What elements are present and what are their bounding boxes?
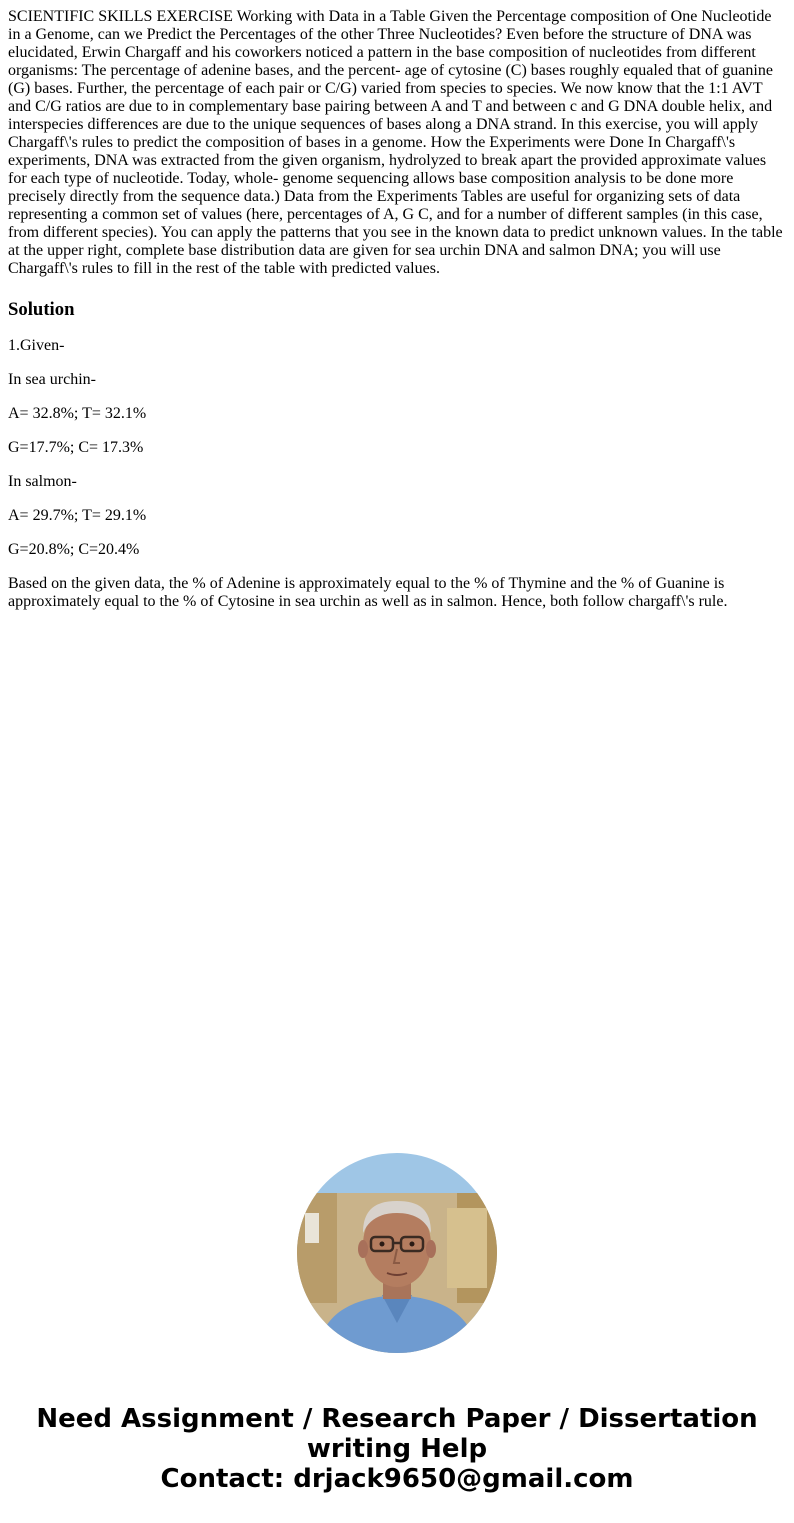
author-portrait [297, 1153, 497, 1353]
author-avatar [297, 1153, 497, 1353]
promo-banner [0, 1404, 794, 1494]
promo-contact: Contact: drjack9650@gmail.com [160, 1464, 634, 1494]
solution-heading: Solution [8, 299, 75, 320]
question-text: SCIENTIFIC SKILLS EXERCISE Working with Data in a Table Given the Percentage composition of One Nucleotide in a Genome, can we Predict the Percentages of the other Three Nucleotides? Even before the structure of DNA was elucidated, Erwin Chargaff and his coworkers noticed a pattern in the base composition of nucleotides from different organisms: The percentage of adenine bases, and the percent- age of cytosine (C) bases roughly equaled that of guanine (G) bases. Further, the percentage of each pair or C/G) varied from species to species. We now know that the 1:1 AVT and C/G ratios are due to in complementary base pairing between A and T and between c and G DNA double helix, and interspecies differences are due to the unique sequences of bases along a DNA strand. In this exercise, you will apply Chargaff\'s rules to predict the composition of bases in a genome. How the Experiments were Done In Chargaff\'s experiments, DNA was extracted from the given organism, hydrolyzed to break apart the provided approximate values for each type of nucleotide. Today, whole- genome sequencing allows base composition analysis to be done more precisely directly from the sequence data.) Data from the Experiments Tables are useful for organizing sets of data representing a common set of values (here, percentages of A, G C, and for a number of different samples (in this case, from different species). You can apply the patterns that you see in the known data to predict unknown values. In the table at the upper right, complete base distribution data are given for sea urchin DNA and salmon DNA; you will use Chargaff\'s rules to fill in the rest of the table with predicted values. [8, 8, 783, 277]
solution-given: 1.Given- [8, 337, 65, 354]
solution-sea-urchin-gc: G=17.7%; C= 17.3% [8, 439, 144, 456]
solution-sea-urchin-label: In sea urchin- [8, 371, 96, 388]
solution-salmon-label: In salmon- [8, 473, 77, 490]
promo-line-1: Need Assignment / Research Paper / Dissertation [36, 1404, 758, 1434]
solution-sea-urchin-at: A= 32.8%; T= 32.1% [8, 405, 147, 422]
promo-line-2: writing Help [306, 1434, 488, 1464]
solution-conclusion: Based on the given data, the % of Adenine is approximately equal to the % of Thymine and the % of Guanine is approximately equal to the % of Cytosine in sea urchin as well as in salmon. Hence, both follow chargaff\'s rule. [8, 575, 728, 610]
document-body [8, 8, 786, 611]
solution-salmon-gc: G=20.8%; C=20.4% [8, 541, 140, 558]
solution-salmon-at: A= 29.7%; T= 29.1% [8, 507, 147, 524]
